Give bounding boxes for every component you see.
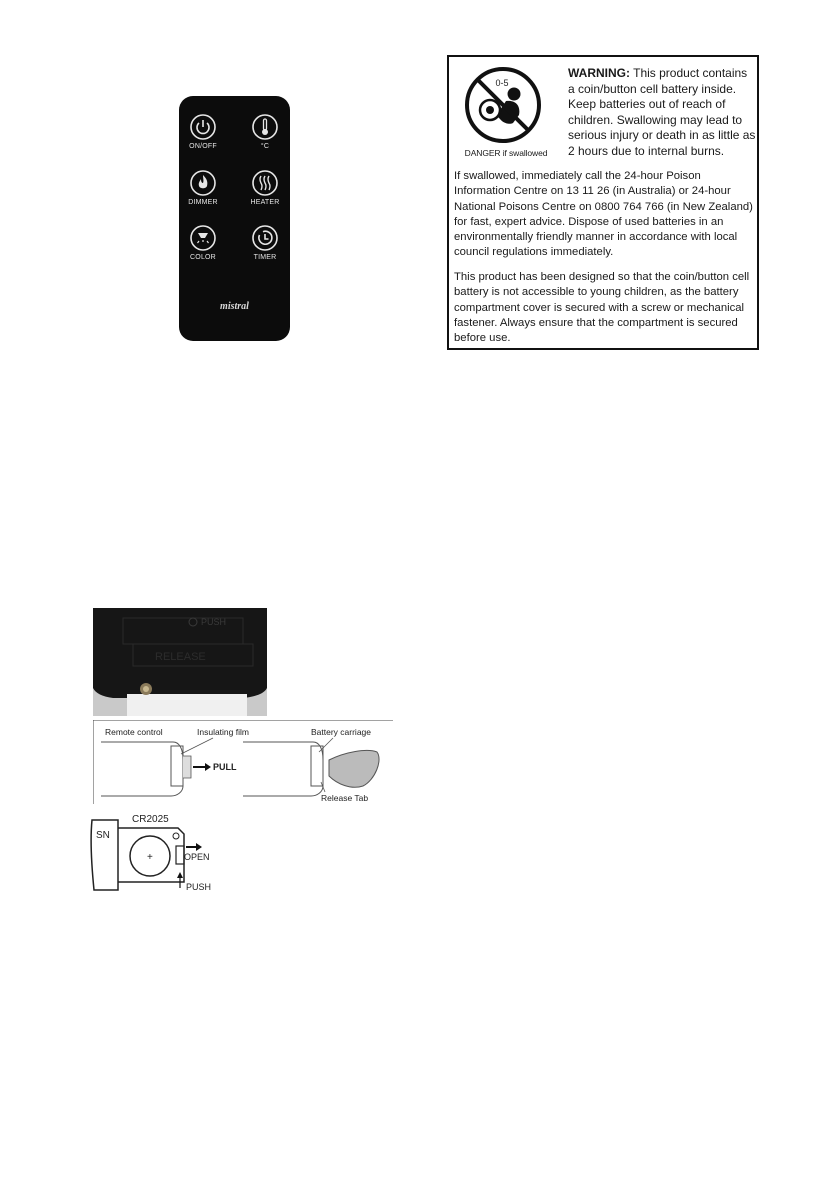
photo-release-label: RELEASE [155, 651, 206, 663]
remote-control [179, 96, 290, 341]
battery-model-label: CR2025 [132, 814, 169, 825]
heat-waves-icon [251, 169, 279, 197]
child-swallow-prohibited-icon [463, 65, 543, 145]
thermometer-icon [251, 113, 279, 141]
flame-icon [189, 169, 217, 197]
plus-terminal-label: + [147, 852, 153, 863]
poison-info-paragraph: If swallowed, immediately call the 24-hour Poison Information Centre on 13 11 26 (in Australia) or 24-hour National Poisons Centre on 0800 764 766 (in New Zealand) for fast, expert advice. Dispose of used batteries in an environmentally friendly manner in accordance with local council regulations immediately. [454, 170, 753, 259]
battery-carriage-diagram [88, 810, 218, 896]
insulating-film-label: Insulating film [197, 727, 249, 737]
remote-button-dimmer [173, 169, 233, 206]
warning-heading-text: This product contains a coin/button cell battery inside. Keep batteries out of reach of children. Swallowing may lead to serious injury or death in as little as 2 hours due to internal burns. [568, 66, 756, 158]
pull-label: PULL [213, 762, 237, 772]
release-tab-label: Release Tab [321, 793, 369, 803]
battery-carriage-label: Battery carriage [311, 727, 371, 737]
remote-button-color [173, 224, 233, 261]
remote-button-label: HEATER [250, 199, 280, 206]
remote-button-label: °C [260, 143, 270, 150]
age-range-label: 0-5 [495, 78, 509, 88]
danger-caption: DANGER if swallowed [464, 148, 548, 158]
remote-button-heater [235, 169, 295, 206]
remote-button-label: COLOR [190, 254, 216, 261]
clock-icon [251, 224, 279, 252]
remote-button-label: TIMER [253, 254, 277, 261]
battery-warning-box [447, 55, 759, 350]
remote-button-on-off [173, 113, 233, 150]
battery-compartment-photo [93, 608, 267, 716]
photo-push-label: PUSH [201, 617, 227, 627]
sn-label: SN [96, 830, 110, 841]
remote-button-temperature [235, 113, 295, 150]
remote-button-label: ON/OFF [189, 143, 217, 150]
push-label: PUSH [186, 882, 212, 892]
remote-control-label: Remote control [105, 727, 163, 737]
power-icon [189, 113, 217, 141]
brand-logo: mistral [220, 301, 249, 312]
remote-button-timer [235, 224, 295, 261]
compartment-paragraph: This product has been designed so that the coin/button cell battery is not accessible to young children, as the battery compartment cover is secured with a screw or mechanical fastener. Always ensure that the compartment is secured before use. [454, 271, 750, 345]
bulb-icon [189, 224, 217, 252]
open-label: OPEN [184, 852, 210, 862]
remote-button-label: DIMMER [188, 199, 218, 206]
warning-heading [568, 66, 756, 160]
warning-label: WARNING: [568, 66, 630, 80]
battery-install-diagram [93, 720, 393, 804]
